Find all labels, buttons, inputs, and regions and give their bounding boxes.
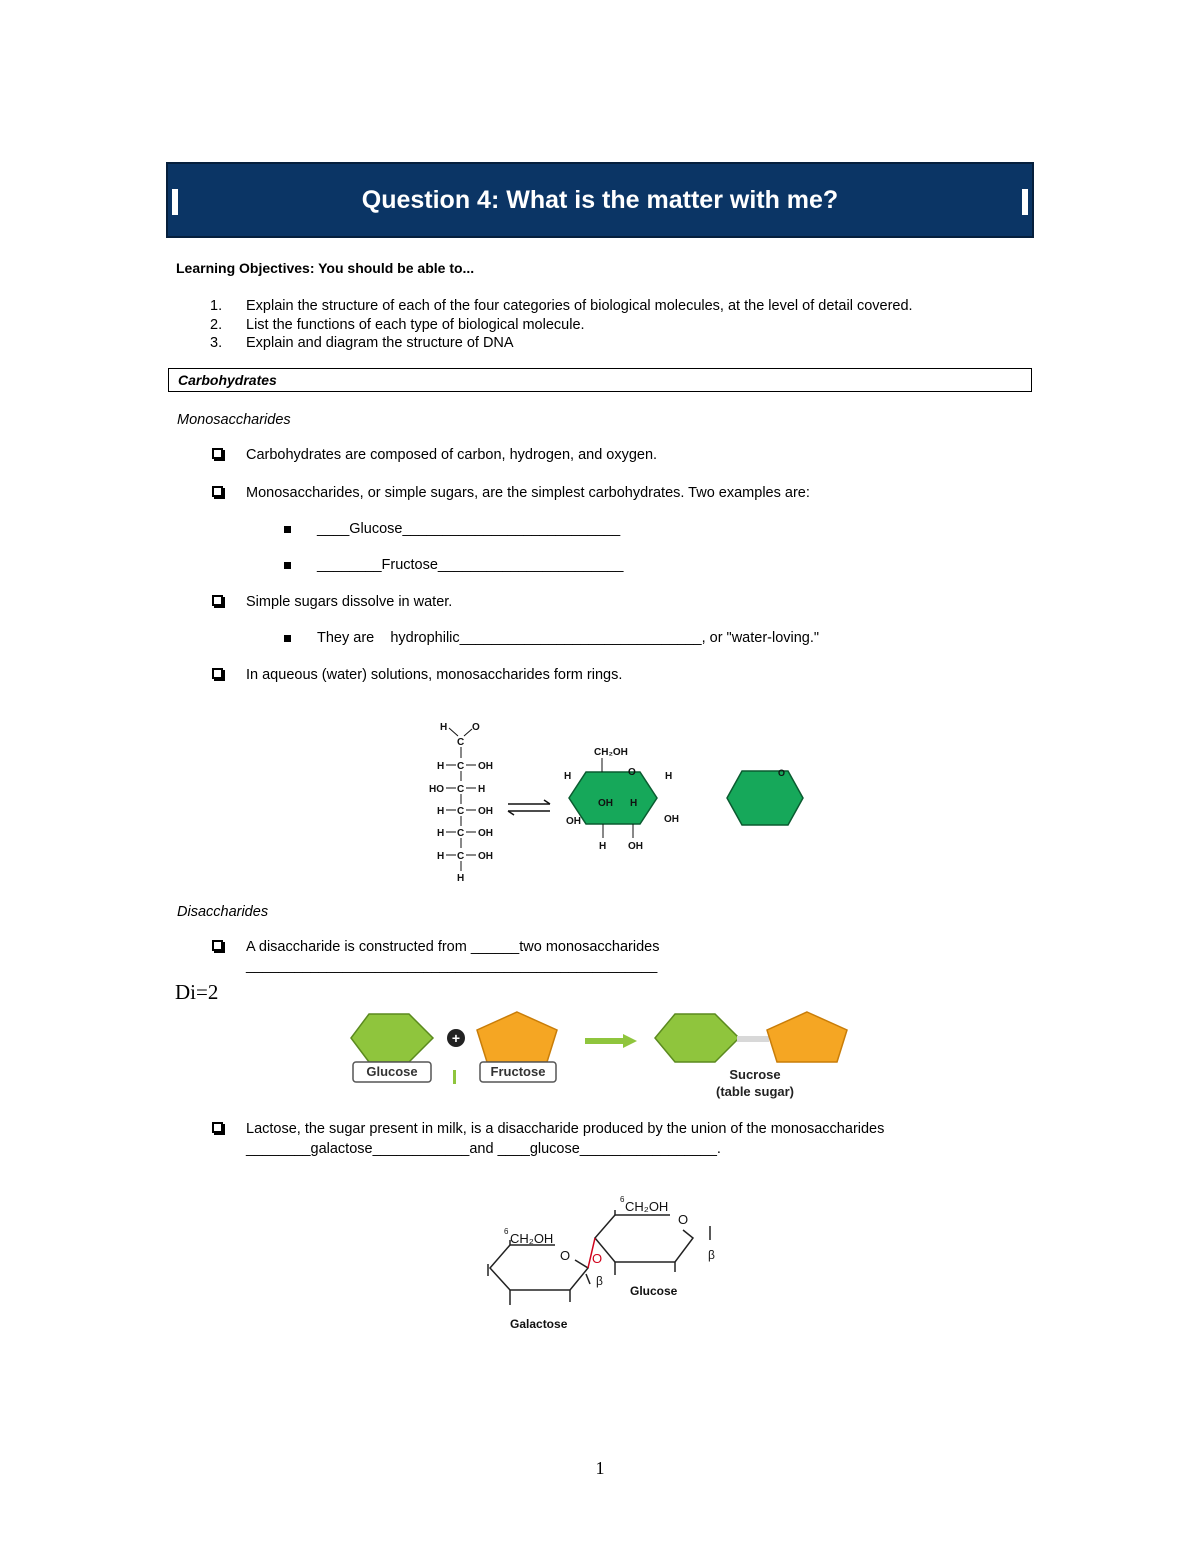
di-bullet-2: Lactose, the sugar present in milk, is a disaccharide produced by the union of the monosaccharides	[246, 1121, 885, 1137]
section-header-carbohydrates: Carbohydrates	[168, 368, 1032, 392]
linear-c6: C	[457, 851, 465, 862]
glucose-label: Glucose	[366, 1064, 418, 1079]
page-number: 1	[595, 1458, 605, 1478]
checkbox-bullet-icon	[212, 486, 223, 497]
galactose-c6: 6	[504, 1227, 509, 1236]
example-glucose-answer: ____Glucose___________________________	[317, 521, 621, 537]
linear-h-top: H	[440, 722, 448, 733]
glucose-ring-o: O	[678, 1212, 689, 1227]
objectives-heading: Learning Objectives: You should be able to...	[176, 260, 475, 276]
example-fructose-answer: ________Fructose_______________________	[317, 557, 624, 573]
objective-number: 2.	[210, 316, 223, 333]
ring-h-bottom: H	[599, 841, 607, 852]
fructose-label: Fructose	[490, 1064, 546, 1079]
objective-text: Explain and diagram the structure of DNA	[246, 335, 514, 351]
objectives-list	[210, 297, 913, 353]
checkbox-bullet-icon	[212, 595, 223, 606]
linear-c1: C	[457, 737, 465, 748]
linear-h-bottom: H	[457, 873, 465, 884]
ring-h-right: H	[665, 771, 673, 782]
linear-h: H	[437, 761, 445, 772]
plus-sign: +	[451, 1030, 461, 1046]
galactose-ring-o: O	[560, 1248, 571, 1263]
fructose-pentagon	[477, 1012, 557, 1062]
mono-bullet-2: Monosaccharides, or simple sugars, are the simplest carbohydrates. Two examples are:	[246, 485, 810, 501]
linear-oh: OH	[478, 851, 493, 862]
square-bullet-icon	[284, 562, 291, 569]
objective-number: 1.	[210, 298, 223, 314]
checkbox-bullet-icon	[212, 668, 223, 679]
objective-text: Explain the structure of each of the four categories of biological molecules, at the level of detail covered.	[246, 298, 913, 314]
square-bullet-icon	[284, 635, 291, 642]
glucose-label: Glucose	[630, 1284, 678, 1298]
checkbox-bullet-icon	[212, 940, 223, 951]
glucose-c6: 6	[620, 1195, 625, 1204]
page-title: Question 4: What is the matter with me?	[361, 186, 839, 214]
glucose-hexagon	[351, 1014, 433, 1062]
glucose-beta: β	[708, 1248, 715, 1262]
sucrose-formation-figure	[345, 1008, 855, 1103]
ring-oh-right: OH	[664, 814, 679, 825]
sucrose-fructose-pentagon	[767, 1012, 847, 1062]
objective-item	[210, 334, 913, 353]
di-bullet-1-continuation: ___________________________________________________	[246, 958, 658, 974]
galactose-ch2oh: CH₂OH	[510, 1231, 554, 1246]
ring-oh-left: OH	[566, 816, 581, 827]
linear-oh: OH	[478, 806, 493, 817]
linear-o-top: O	[472, 722, 480, 733]
monosaccharides-heading: Monosaccharides	[177, 412, 291, 428]
bridge-oxygen: O	[592, 1251, 603, 1266]
ring-o: O	[628, 767, 636, 778]
green-tick-mark	[453, 1070, 456, 1084]
objective-text: List the functions of each type of biological molecule.	[246, 316, 585, 333]
objective-number: 3.	[210, 335, 223, 351]
ring-oh-bottom: OH	[628, 841, 643, 852]
galactose-beta: β	[596, 1274, 603, 1288]
linear-h: H	[478, 784, 486, 795]
equilibrium-arrows-icon	[508, 800, 550, 815]
objective-item	[210, 316, 913, 335]
linear-h: H	[437, 806, 445, 817]
ring-h-left: H	[564, 771, 572, 782]
galactose-label: Galactose	[510, 1317, 568, 1331]
sucrose-sublabel: (table sugar)	[715, 1084, 795, 1099]
disaccharides-heading: Disaccharides	[177, 904, 269, 920]
linear-ho: HO	[429, 784, 444, 795]
glucose-structure-diagram	[420, 712, 820, 887]
objective-item	[210, 297, 913, 316]
ring-h-mid: H	[630, 798, 638, 809]
sucrose-label: Sucrose	[729, 1067, 781, 1082]
simplified-o: O	[778, 768, 786, 778]
handwritten-note: Di=2	[175, 980, 219, 1004]
sucrose-glucose-hexagon	[655, 1014, 739, 1062]
hydrophilic-answer: They are hydrophilic______________________________, or "water-loving."	[317, 630, 820, 646]
glycosidic-bond	[737, 1036, 769, 1042]
lactose-answer: ________galactose____________and ____glucose_________________.	[246, 1141, 721, 1157]
mono-bullet-4: In aqueous (water) solutions, monosaccharides form rings.	[246, 667, 623, 683]
title-banner	[166, 162, 1034, 238]
mono-bullet-3: Simple sugars dissolve in water.	[246, 594, 453, 610]
checkbox-bullet-icon	[212, 1122, 223, 1133]
linear-c4: C	[457, 806, 465, 817]
linear-h: H	[437, 828, 445, 839]
linear-h: H	[437, 851, 445, 862]
checkbox-bullet-icon	[212, 448, 223, 459]
linear-c3: C	[457, 784, 465, 795]
square-bullet-icon	[284, 526, 291, 533]
linear-oh: OH	[478, 828, 493, 839]
reaction-arrow-icon	[585, 1034, 637, 1048]
ring-ch2oh: CH₂OH	[594, 747, 628, 758]
glucose-simplified-hexagon	[727, 771, 803, 825]
linear-c5: C	[457, 828, 465, 839]
mono-bullet-1: Carbohydrates are composed of carbon, hydrogen, and oxygen.	[246, 447, 658, 463]
ring-oh-mid: OH	[598, 798, 613, 809]
di-bullet-1: A disaccharide is constructed from ______two monosaccharides	[246, 939, 660, 955]
linear-c2: C	[457, 761, 465, 772]
glucose-ch2oh: CH₂OH	[625, 1199, 669, 1214]
lactose-structure-figure	[480, 1190, 730, 1335]
glucose-ring-hexagon	[569, 772, 657, 824]
linear-oh: OH	[478, 761, 493, 772]
